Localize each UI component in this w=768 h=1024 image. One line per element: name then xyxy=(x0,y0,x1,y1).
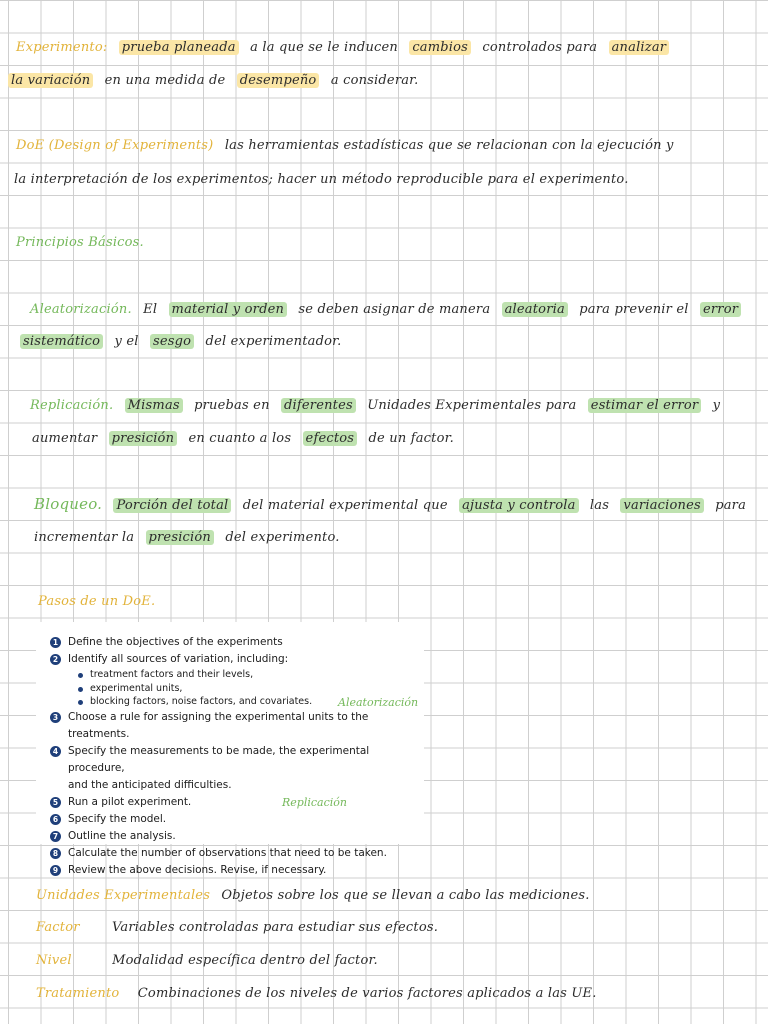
highlight-presicion: presición xyxy=(109,431,178,446)
definition-ue xyxy=(36,886,768,906)
sub-item-text: blocking factors, noise factors, and covariates. xyxy=(90,696,313,707)
annotation-replicacion: Replicación xyxy=(282,796,347,809)
replicacion-line-2 xyxy=(32,429,768,449)
highlight-estimar-el-error: estimar el error xyxy=(588,398,702,413)
definition-factor xyxy=(36,918,768,938)
step-item xyxy=(50,709,424,743)
sub-item xyxy=(76,682,424,696)
highlight-mismas: Mismas xyxy=(125,398,183,413)
step-text: Run a pilot experiment. xyxy=(68,795,192,808)
definition-term: Factor xyxy=(36,920,80,935)
text-segment: a la que se le inducen xyxy=(250,40,398,55)
sub-item xyxy=(76,668,424,682)
sub-item-text: experimental units, xyxy=(90,682,183,694)
highlight-analizar: analizar xyxy=(609,40,670,55)
step-text: Define the objectives of the experiments xyxy=(68,636,283,648)
highlight-aleatoria: aleatoria xyxy=(502,302,568,317)
highlight-sesgo: sesgo xyxy=(150,334,194,349)
text-segment: para xyxy=(715,498,747,513)
text-segment: las herramientas estadísticas que se relacionan con la ejecución y xyxy=(224,138,674,153)
definition-text: Objetos sobre los que se llevan a cabo las mediciones. xyxy=(221,888,590,903)
highlight-ajusta-y-controla: ajusta y controla xyxy=(459,498,578,513)
highlight-efectos: efectos xyxy=(303,431,358,446)
definition-text: Combinaciones de los niveles de varios factores aplicados a las UE. xyxy=(137,986,597,1001)
step-item xyxy=(50,743,424,794)
text-segment: y xyxy=(712,398,721,413)
text-segment: controlados para xyxy=(482,40,598,55)
bloqueo-line-2 xyxy=(34,528,768,548)
step-text: Specify the model. xyxy=(68,812,167,825)
step-number-bullet: 7 xyxy=(50,831,61,842)
definition-tratamiento xyxy=(36,984,768,1004)
step-number-bullet: 6 xyxy=(50,814,61,825)
step-item xyxy=(50,828,424,845)
principios-heading xyxy=(16,233,768,253)
step-item xyxy=(50,811,424,828)
pasos-heading xyxy=(38,592,768,612)
section-heading: Pasos de un DoE. xyxy=(38,594,156,609)
highlight-sistematico: sistemático xyxy=(20,334,103,349)
bloqueo-line-1 xyxy=(34,494,768,516)
step-text-continuation: and the anticipated difficulties. xyxy=(68,778,232,791)
step-number-bullet: 1 xyxy=(50,637,61,648)
text-segment: en una medida de xyxy=(104,73,226,88)
text-segment: para prevenir el xyxy=(579,302,689,317)
step-text: Outline the analysis. xyxy=(68,829,176,842)
step-number-bullet: 4 xyxy=(50,746,61,757)
replicacion-line-1 xyxy=(30,396,768,416)
experimento-line-1 xyxy=(16,38,768,58)
step-item xyxy=(50,794,424,811)
text-segment: en cuanto a los xyxy=(188,431,292,446)
doe-line-1 xyxy=(16,136,768,156)
experimento-line-2 xyxy=(8,71,768,91)
doe-steps-list xyxy=(36,622,424,876)
text-segment: y el xyxy=(114,334,139,349)
highlight-variaciones: variaciones xyxy=(620,498,703,513)
doe-term: DoE (Design of Experiments) xyxy=(16,138,214,153)
step-number-bullet: 9 xyxy=(50,865,61,876)
step-text: Identify all sources of variation, including: xyxy=(68,653,289,665)
text-segment: a considerar. xyxy=(330,73,419,88)
text-segment: del experimento. xyxy=(225,530,340,545)
highlight-presicion: presición xyxy=(146,530,215,545)
text-segment: aumentar xyxy=(32,431,98,446)
definition-term: Nivel xyxy=(36,953,72,968)
step-text: Review the above decisions. Revise, if necessary. xyxy=(68,863,327,876)
text-segment: incrementar la xyxy=(34,530,135,545)
text-segment: del material experimental que xyxy=(242,498,448,513)
highlight-cambios: cambios xyxy=(409,40,471,55)
aleatorizacion-line-2 xyxy=(20,332,768,352)
step-text: Calculate the number of observations that need to be taken. xyxy=(68,846,387,859)
text-segment: El xyxy=(143,302,158,317)
highlight-la-variacion: la variación xyxy=(8,73,93,88)
section-heading: Principios Básicos. xyxy=(16,235,144,250)
text-segment: del experimentador. xyxy=(205,334,342,349)
step-text: Choose a rule for assigning the experimental units to the treatments. xyxy=(68,710,369,740)
bullet-dot xyxy=(78,673,83,678)
aleatorizacion-term: Aleatorización. xyxy=(30,302,132,317)
bullet-dot xyxy=(78,687,83,692)
highlight-material-y-orden: material y orden xyxy=(169,302,288,317)
text-segment: Unidades Experimentales para xyxy=(367,398,577,413)
replicacion-term: Replicación. xyxy=(30,398,114,413)
definition-text: Variables controladas para estudiar sus efectos. xyxy=(111,920,439,935)
step-number-bullet: 3 xyxy=(50,712,61,723)
annotation-aleatorizacion: Aleatorización xyxy=(338,696,419,709)
experimento-term: Experimento: xyxy=(16,40,108,55)
highlight-desempeno: desempeño xyxy=(237,73,320,88)
text-segment: pruebas en xyxy=(194,398,270,413)
definition-nivel xyxy=(36,951,768,971)
highlight-prueba-planeada: prueba planeada xyxy=(119,40,239,55)
text-segment: de un factor. xyxy=(368,431,454,446)
text-segment: las xyxy=(589,498,610,513)
doe-line-2 xyxy=(14,170,768,190)
highlight-error: error xyxy=(700,302,741,317)
step-item xyxy=(50,845,424,862)
definition-text: Modalidad específica dentro del factor. xyxy=(112,953,378,968)
sub-item-text: treatment factors and their levels, xyxy=(90,669,254,680)
step-number-bullet: 5 xyxy=(50,797,61,808)
step-number-bullet: 8 xyxy=(50,848,61,859)
step-item xyxy=(50,634,424,651)
text-segment: se deben asignar de manera xyxy=(298,302,491,317)
aleatorizacion-line-1 xyxy=(30,300,768,320)
bloqueo-term: Bloqueo. xyxy=(34,495,103,513)
definition-term: Tratamiento xyxy=(36,986,120,1001)
step-item xyxy=(50,862,424,879)
definition-term: Unidades Experimentales xyxy=(36,888,211,903)
highlight-diferentes: diferentes xyxy=(281,398,356,413)
step-number-bullet: 2 xyxy=(50,654,61,665)
bullet-dot xyxy=(78,700,83,705)
step-text: Specify the measurements to be made, the experimental procedure, xyxy=(68,744,370,774)
text-segment: la interpretación de los experimentos; hacer un método reproducible para el experimento. xyxy=(14,172,629,187)
highlight-porcion-del-total: Porción del total xyxy=(113,498,231,513)
